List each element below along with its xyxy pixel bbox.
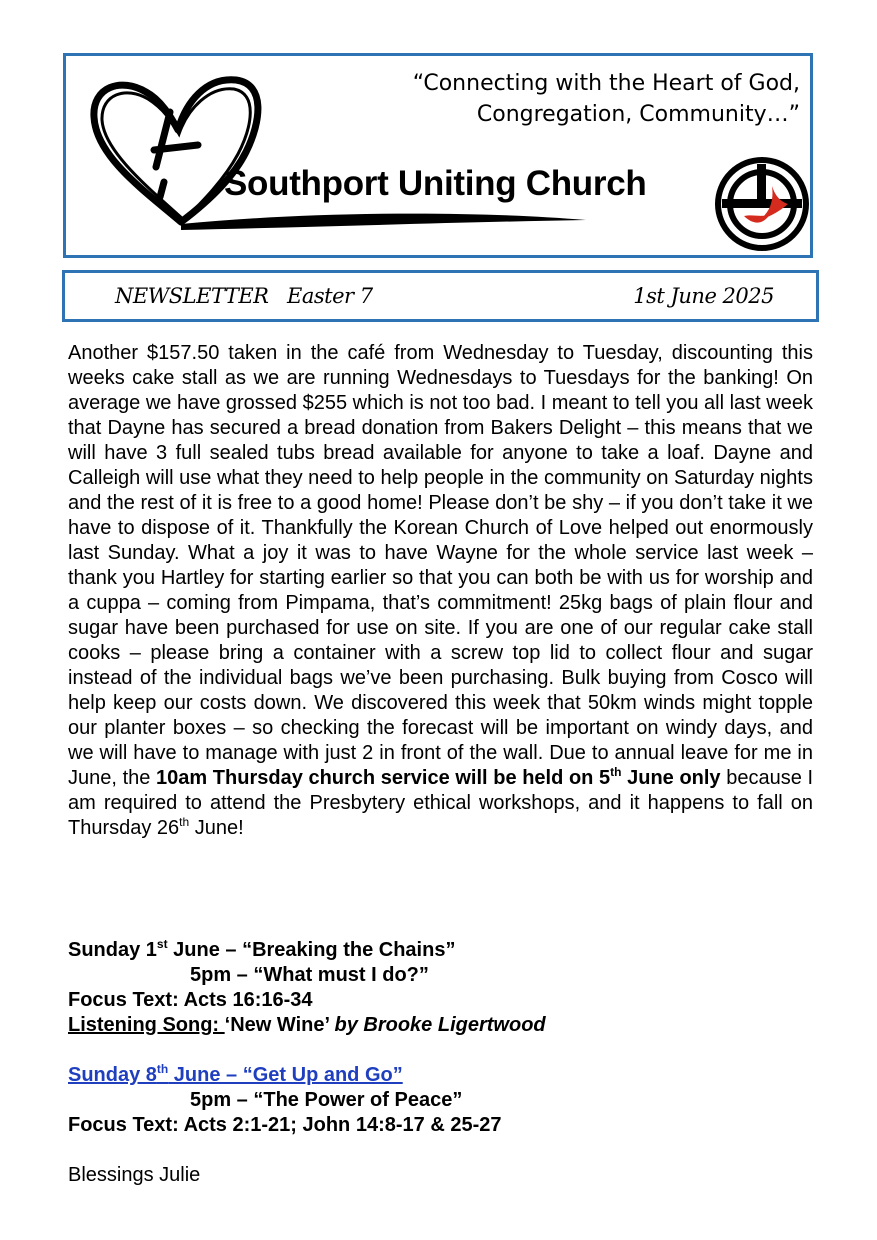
tagline-line-1: “Connecting with the Heart of God, [412,71,800,96]
service-2-focus: Focus Text: Acts 2:1-21; John 14:8-17 & 25-27 [68,1114,502,1136]
thursday-notice [156,767,721,789]
service-1-day: Sunday 1 [68,939,157,961]
service-2-evening: 5pm – “The Power of Peace” [190,1089,463,1111]
service-1-evening: 5pm – “What must I do?” [190,964,429,986]
service-1-song [68,1013,813,1038]
thursday-notice-b: June only [621,767,721,789]
thursday-notice-sup: th [610,765,622,779]
paragraph-end: June! [189,817,244,839]
service-2-title: June – “Get Up and Go” [168,1064,403,1086]
service-2-heading[interactable] [68,1063,813,1088]
service-2-sup: th [156,1062,169,1076]
service-1-sup: st [156,937,168,951]
services-list [68,938,813,1188]
service-1-title: June – “Breaking the Chains” [167,939,456,961]
song-artist: by Brooke Ligertwood [334,1014,546,1036]
song-title: ‘New Wine’ [224,1014,335,1036]
tagline-line-2: Congregation, Community…” [476,102,800,127]
service-1-focus: Focus Text: Acts 16:16-34 [68,989,313,1011]
church-name: Southport Uniting Church [224,164,647,203]
main-paragraph [68,341,813,841]
signoff: Blessings Julie [68,1164,201,1186]
tagline [413,68,800,130]
paragraph-after: because I am required to attend the Presbytery ethical workshops, and it happens to fall on Thursday 26 [68,767,814,839]
song-label: Listening Song: [68,1014,225,1036]
paragraph-sup: th [179,815,190,829]
newsletter-bar [62,270,819,322]
newsletter-date: 1st June 2025 [633,284,774,308]
masthead [63,53,813,258]
service-2-link[interactable] [68,1064,403,1086]
uniting-church-logo [714,156,810,252]
newsletter-label: NEWSLETTER Easter 7 [115,284,373,308]
paragraph-text: Another $157.50 taken in the café from Wednesday to Tuesday, discounting this weeks cake stall as we are running Wednesdays to Tuesdays for the banking! On average we have grossed $255 which is not too bad. I meant to tell you all last week that Dayne has secured a bread donation from Bakers Delight – this means that we will have 3 full sealed tubs bread available for anyone to take a loaf. Dayne and Calleigh will use what they need to help people in the community on Saturday nights and the rest of it is free to a good home! Please don’t be shy – if you don’t take it we have to dispose of it. Thankfully the Korean Church of Love helped out enormously last Sunday. What a joy it was to have Wayne for the whole service last week – thank you Hartley for starting earlier so that you can both be with us for worship and a cuppa – coming from Pimpama, that’s commitment! 25kg bags of plain flour and sugar have been purchased for use on site. If you are one of our regular cake stall cooks – please bring a container with a screw top lid to collect flour and sugar instead of the individual bags we’ve been purchasing. Bulk buying from Cosco will help keep our costs down. We discovered this week that 50km winds might topple our planter boxes – so checking the forecast will be important on windy days, and we will have to manage with just 2 in front of the wall. Due to annual leave for me in June, the [68,342,813,789]
thursday-notice-a: 10am Thursday church service will be held on 5 [156,767,611,789]
service-1-heading [68,938,813,963]
service-2-day: Sunday 8 [68,1064,157,1086]
